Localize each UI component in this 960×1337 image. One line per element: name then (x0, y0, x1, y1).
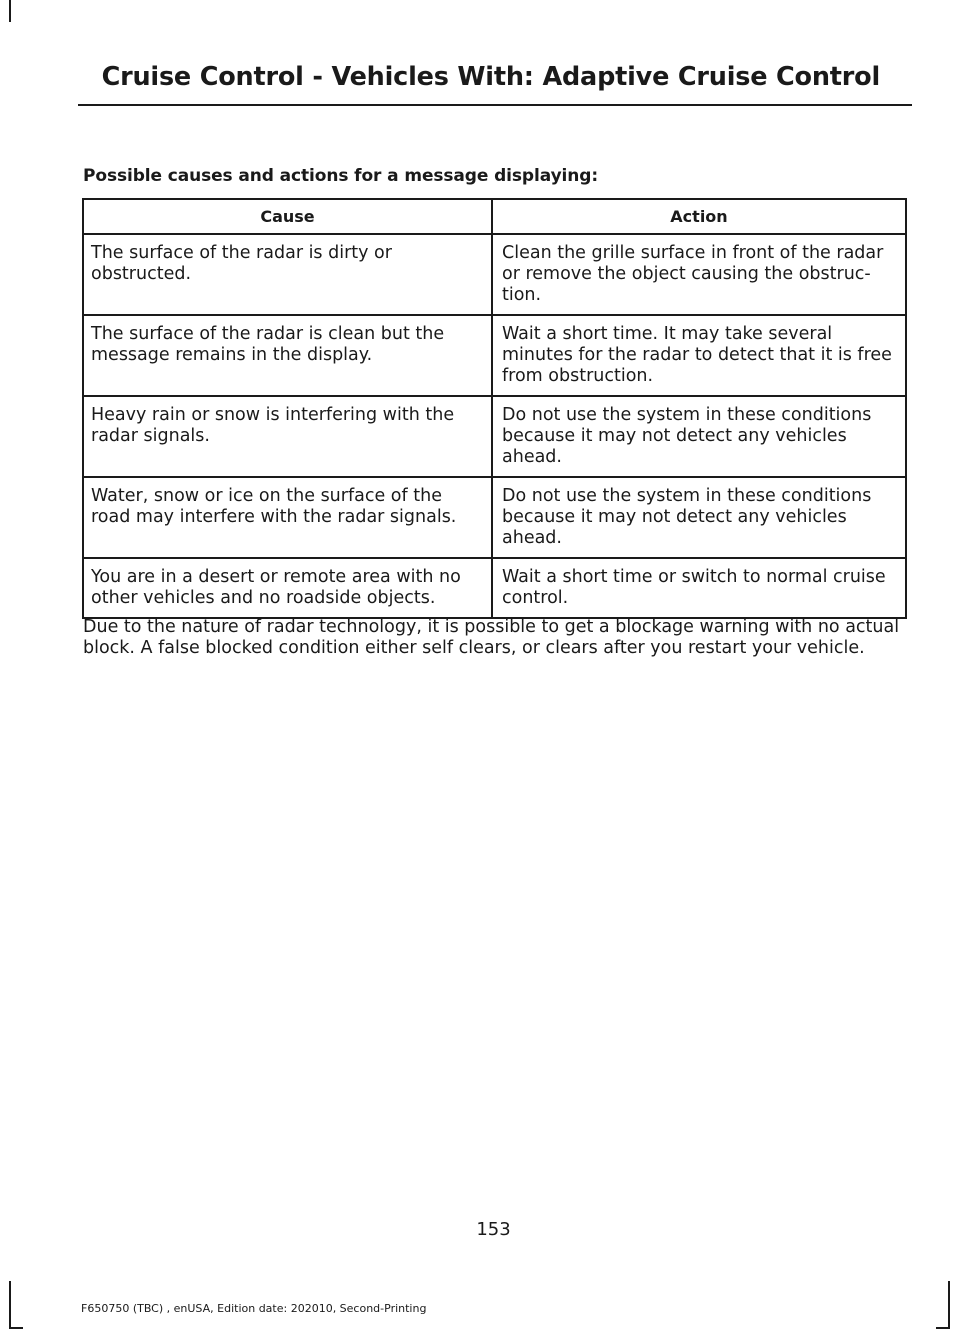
table-row (83, 315, 906, 396)
page-number: 153 (476, 1219, 511, 1240)
action-cell: Do not use the system in these conditions because it may not detect any vehicles ahead. (492, 396, 906, 477)
action-cell: Wait a short time. It may take several minutes for the radar to detect that it is free from obstruction. (492, 315, 906, 396)
crop-mark-top-left (9, 0, 11, 22)
causes-actions-table (82, 198, 907, 619)
edition-footer: F650750 (TBC) , enUSA, Edition date: 202010, Second-Printing (81, 1302, 427, 1315)
header-rule (78, 104, 912, 106)
page-header-title: Cruise Control - Vehicles With: Adaptive Cruise Control (101, 62, 880, 92)
cause-cell: The surface of the radar is clean but the message remains in the display. (83, 315, 492, 396)
table-row (83, 396, 906, 477)
crop-mark-left-horizontal (9, 1327, 23, 1329)
cause-cell: Heavy rain or snow is interfering with the radar signals. (83, 396, 492, 477)
action-cell: Do not use the system in these conditions because it may not detect any vehicles ahead. (492, 477, 906, 558)
crop-mark-left-vertical (9, 1281, 11, 1329)
cause-cell: Water, snow or ice on the surface of the road may interfere with the radar signals. (83, 477, 492, 558)
cause-cell: You are in a desert or remote area with no other vehicles and no roadside objects. (83, 558, 492, 618)
action-cell: Clean the grille surface in front of the radar or remove the object causing the obstruc-tion. (492, 234, 906, 315)
table-header-row (83, 199, 906, 234)
cause-column-header: Cause (83, 199, 492, 234)
table-row (83, 234, 906, 315)
table-row (83, 477, 906, 558)
crop-mark-right-vertical (948, 1281, 950, 1329)
table-intro-heading: Possible causes and actions for a message displaying: (83, 166, 599, 186)
action-column-header: Action (492, 199, 906, 234)
cause-cell: The surface of the radar is dirty or obstructed. (83, 234, 492, 315)
crop-mark-right-horizontal (936, 1327, 950, 1329)
action-cell: Wait a short time or switch to normal cruise control. (492, 558, 906, 618)
table-row (83, 558, 906, 618)
blockage-note-paragraph: Due to the nature of radar technology, it is possible to get a blockage warning with no actual block. A false blocked condition either self clears, or clears after you restart your vehicle. (83, 617, 900, 658)
